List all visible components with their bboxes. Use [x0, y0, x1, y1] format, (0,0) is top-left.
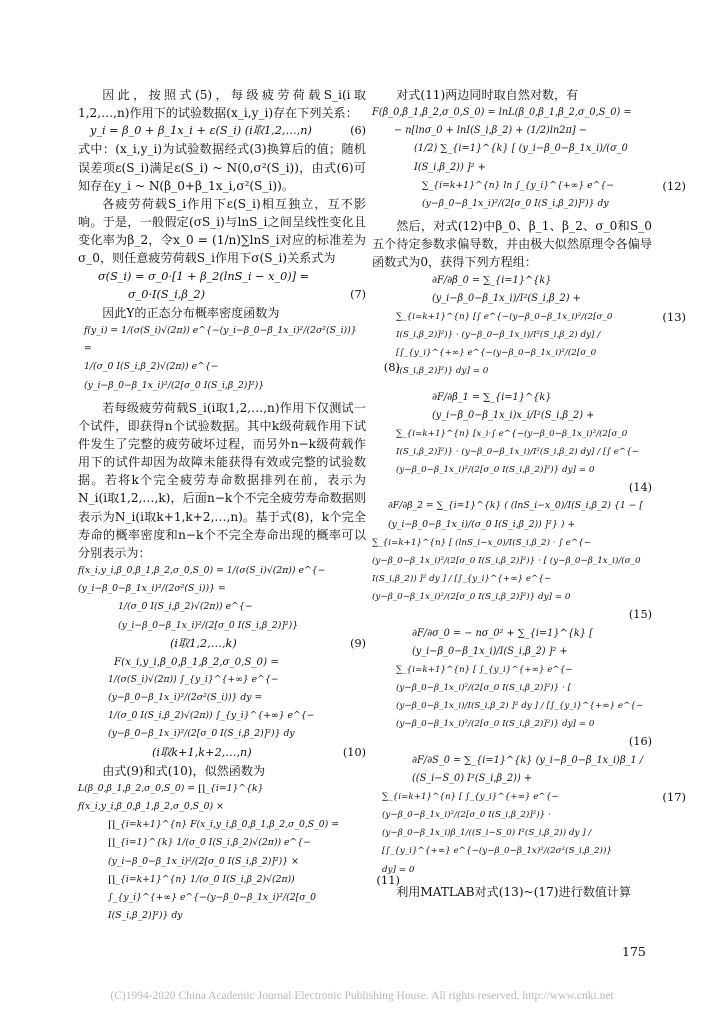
- equation-number: (15): [628, 608, 652, 622]
- equation-number: (13): [662, 309, 686, 324]
- equation-number: (10): [342, 745, 366, 759]
- equation-9-line1: f(x_i,y_i,β_0,β_1,β_2,σ_0,S_0) = 1/(σ(S_i)√(2π)) e^{−(y_i−β_0−β_1x_i)²/(2σ²(S_i))} =: [78, 565, 326, 595]
- equation-14-line1: ∂F/∂β_1 = ∑_{i=1}^{k} (y_i−β_0−β_1x_i)x_i/I²(S_i,β_2) +: [432, 391, 595, 421]
- copyright-footer: (C)1994-2020 China Academic Journal Electronic Publishing House. All rights reserved. http://www.cnki.net: [110, 990, 614, 1002]
- equation-body: ∑_{i=k+1}^{n} ln ∫_{y_i}^{+∞} e^{−(y−β_0−β_1x_i)²/(2[σ_0 I(S_i,β_2)]²)} dy: [422, 179, 615, 209]
- equation-11-line1: L(β_0,β_1,β_2,σ_0,S_0) = ∏_{i=1}^{k} f(x_i,y_i,β_0,β_1,β_2,σ_0,S_0) ×: [78, 782, 264, 813]
- equation-12-line2: − n[lnσ_0 + lnI(S_i,β_2) + (1/2)ln2π] −: [394, 125, 587, 137]
- equation-6: [78, 122, 366, 140]
- equation-16-number-row: [372, 733, 652, 751]
- equation-15-line2: ∑_{i=k+1}^{n} [ (lnS_i−x_0)/I(S_i,β_2) · ∫ e^{−(y−β_0−β_1x_i)²/(2[σ_0 I(S_i,β_2)]²)} · [ (y−β_0−β_1x_i)/(σ_0 I(S_i,β_2)) ]² dy ] / [∫_{y_i}^{+∞} e^{−(y−β_0−β_1x_i)²/(2[σ_0 I(S_i,β_2)]²)} dy] = 0: [372, 537, 641, 603]
- equation-8: [78, 358, 400, 394]
- paragraph: 各疲劳荷载S_i作用下ε(S_i)相互独立，互不影响。于是，一般假定(σS_i)与lnS_i之间呈线性变化且变化率为β_2，令x_0 = (1/n)∑lnS_i对应的标准差为σ_0，则任意疲劳荷载S_i作用下σ(S_i)关系式为: [78, 196, 366, 266]
- equation-9: [78, 635, 366, 653]
- equation-13: [372, 308, 686, 381]
- equation-12: [372, 177, 686, 213]
- equation-10-line2: 1/(σ(S_i)√(2π)) ∫_{y_i}^{+∞} e^{−(y−β_0−β_1x_i)²/(2σ²(S_i))} dy =: [108, 674, 279, 704]
- equation-number: (11): [376, 872, 400, 887]
- paragraph: 若每级疲劳荷载S_i(i取1,2,…,n)作用下仅测试一个试件，即获得n个试验数据。其中k级荷载作用下试件发生了完整的疲劳破坏过程，而另外n−k级荷载作用下的试件却因为故障未能获得有效或完整的试验数据。若将k个完全疲劳寿命数据排列在前，表示为N_i(i取1,2,…,k)，后面n−k个不完全疲劳寿命数据则表示为N_i(i取k+1,k+2,…,n)。基于式(8)，k个完全寿命的概率密度和n−k个不完全寿命出现的概率可以分别表示为：: [78, 400, 366, 560]
- equation-8-line1: f(y_i) = 1/(σ(S_i)√(2π)) e^{−(y_i−β_0−β_1x_i)²/(2σ²(S_i))} =: [84, 325, 357, 355]
- paragraph: 然后，对式(12)中β_0、β_1、β_2、σ_0和S_0五个待定参数求偏导数，并由极大似然原理令各偏导函数式为0，获得下列方程组：: [372, 219, 652, 270]
- equation-7-line1: σ(S_i) = σ_0·[1 + β_2(lnS_i − x_0)] =: [98, 269, 310, 283]
- paragraph: 由式(9)和式(10)，似然函数为: [102, 763, 266, 778]
- paragraph: 因此Y的正态分布概率密度函数为: [102, 305, 280, 320]
- left-column: [78, 86, 400, 925]
- equation-12-line1: F(β_0,β_1,β_2,σ_0,S_0) = lnL(β_0,β_1,β_2,σ_0,S_0) =: [372, 107, 632, 119]
- equation-body: σ_0·I(S_i,β_2): [128, 287, 206, 301]
- equation-condition: (i取1,2,…,k): [170, 636, 237, 650]
- equation-body: y_i = β_0 + β_1x_i + ε(S_i) (i取1,2,…,n): [90, 124, 312, 138]
- paragraph: 对式(11)两边同时取自然对数，有: [396, 88, 579, 102]
- equation-number: (12): [662, 178, 686, 193]
- equation-11: [78, 871, 400, 925]
- equation-10: [78, 744, 366, 762]
- equation-number: (14): [628, 481, 652, 495]
- equation-16-line1: ∂F/∂σ_0 = − nσ_0² + ∑_{i=1}^{k} [ (y_i−β_0−β_1x_i)/I(S_i,β_2) ]² +: [412, 627, 593, 657]
- equation-7: [78, 286, 366, 304]
- equation-number: (7): [350, 287, 366, 301]
- equation-15-number-row: [372, 606, 652, 624]
- page-number: 175: [622, 944, 646, 959]
- equation-15-line1: ∂F/∂β_2 = ∑_{i=1}^{k} ( (lnS_i−x_0)/I(S_i,β_2) {1 − [ (y_i−β_0−β_1x_i)/(σ_0 I(S_i,β_2)) ]²} ) +: [388, 500, 643, 530]
- equation-11-line3: ∏_{i=1}^{k} 1/(σ_0 I(S_i,β_2)√(2π)) e^{−(y_i−β_0−β_1x_i)²/(2[σ_0 I(S_i,β_2)]²)} ×: [108, 837, 311, 867]
- equation-12-line3: (1/2) ∑_{i=1}^{k} [ (y_i−β_0−β_1x_i)/(σ_0 I(S_i,β_2)) ]² +: [414, 143, 628, 173]
- equation-number: (9): [350, 636, 366, 650]
- equation-11-line2: ∏_{i=k+1}^{n} F(x_i,y_i,β_0,β_1,β_2,σ_0,S_0) =: [108, 819, 339, 831]
- equation-number: (17): [662, 789, 686, 804]
- paragraph: 利用MATLAB对式(13)~(17)进行数值计算: [396, 884, 632, 899]
- equation-9-line2: 1/(σ_0 I(S_i,β_2)√(2π)) e^{−(y_i−β_0−β_1x_i)²/(2[σ_0 I(S_i,β_2)]²)}: [118, 601, 299, 631]
- paragraph: 因此，按照式(5)，每级疲劳荷载S_i(i取1,2,…,n)作用下的试验数据(x_i,y_i)存在下列关系：: [78, 88, 366, 121]
- equation-number: (16): [628, 735, 652, 749]
- equation-number: (6): [350, 124, 366, 138]
- equation-17: [372, 788, 686, 879]
- equation-body: ∏_{i=k+1}^{n} 1/(σ_0 I(S_i,β_2)√(2π)) ∫_{y_i}^{+∞} e^{−(y−β_0−β_1x_i)²/(2[σ_0 I(S_i,β_2)]²)} dy: [108, 873, 317, 922]
- equation-13-line1: ∂F/∂β_0 = ∑_{i=1}^{k} (y_i−β_0−β_1x_i)/I²(S_i,β_2) +: [432, 274, 581, 304]
- equation-body: ∑_{i=k+1}^{n} [∫ e^{−(y−β_0−β_1x_i)²/(2[σ_0 I(S_i,β_2)]²)} · (y−β_0−β_1x_i)/I²(S_i,β_2) dy] / [∫_{y_i}^{+∞} e^{−(y−β_0−β_1x_i)²/(2[σ_0 I(S_i,β_2)]²)} dy] = 0: [396, 311, 613, 377]
- paragraph: 式中：(x_i,y_i)为试验数据经式(3)换算后的值；随机误差项ε(S_i)满足ε(S_i) ~ N(0,σ²(S_i))，由式(6)可知存在y_i ~ N(β_0+β_1x_i,σ²(S_i))。: [78, 142, 366, 193]
- equation-body: 1/(σ_0 I(S_i,β_2)√(2π)) e^{−(y_i−β_0−β_1x_i)²/(2[σ_0 I(S_i,β_2)]²)}: [84, 361, 265, 391]
- equation-14-number-row: [372, 479, 652, 497]
- equation-condition: (i取k+1,k+2,…,n): [152, 745, 252, 759]
- equation-16-line2: ∑_{i=k+1}^{n} [ ∫_{y_i}^{+∞} e^{−(y−β_0−β_1x_i)²/(2[σ_0 I(S_i,β_2)]²)} · [ (y−β_0−β_1x_i)/I(S_i,β_2) ]² dy ] / [∫_{y_i}^{+∞} e^{−(y−β_0−β_1x_i)²/(2[σ_0 I(S_i,β_2)]²)} dy] = 0: [396, 664, 644, 730]
- equation-10-line3: 1/(σ_0 I(S_i,β_2)√(2π)) ∫_{y_i}^{+∞} e^{−(y−β_0−β_1x_i)²/(2[σ_0 I(S_i,β_2)]²)} dy: [108, 710, 315, 740]
- right-column: [372, 86, 686, 901]
- equation-14-line2: ∑_{i=k+1}^{n} [x_i·∫ e^{−(y−β_0−β_1x_i)²/(2[σ_0 I(S_i,β_2)]²)} · (y−β_0−β_1x_i)/I²(S_i,β_2) dy] / [∫ e^{−(y−β_0−β_1x_i)²/(2[σ_0 I(S_i,β_2)]²)} dy] = 0: [396, 428, 640, 476]
- equation-body: ∑_{i=k+1}^{n} [ ∫_{y_i}^{+∞} e^{−(y−β_0−β_1x_i)²/(2[σ_0 I(S_i,β_2)]²)} · (y−β_0−β_1x_i)β_1/((S_i−S_0) I²(S_i,β_2)) dy ] / [∫_{y_i}^{+∞} e^{−(y−β_0−β_1x)²/(2σ²(S_i,β_2))} dy] = 0: [382, 791, 612, 875]
- equation-17-line1: ∂F/∂S_0 = ∑_{i=1}^{k} (y_i−β_0−β_1x_i)β_1 / ((S_i−S_0) I²(S_i,β_2)) +: [412, 754, 644, 784]
- equation-number: (8): [383, 360, 400, 375]
- equation-10-line1: F(x_i,y_i,β_0,β_1,β_2,σ_0,S_0) =: [114, 655, 279, 668]
